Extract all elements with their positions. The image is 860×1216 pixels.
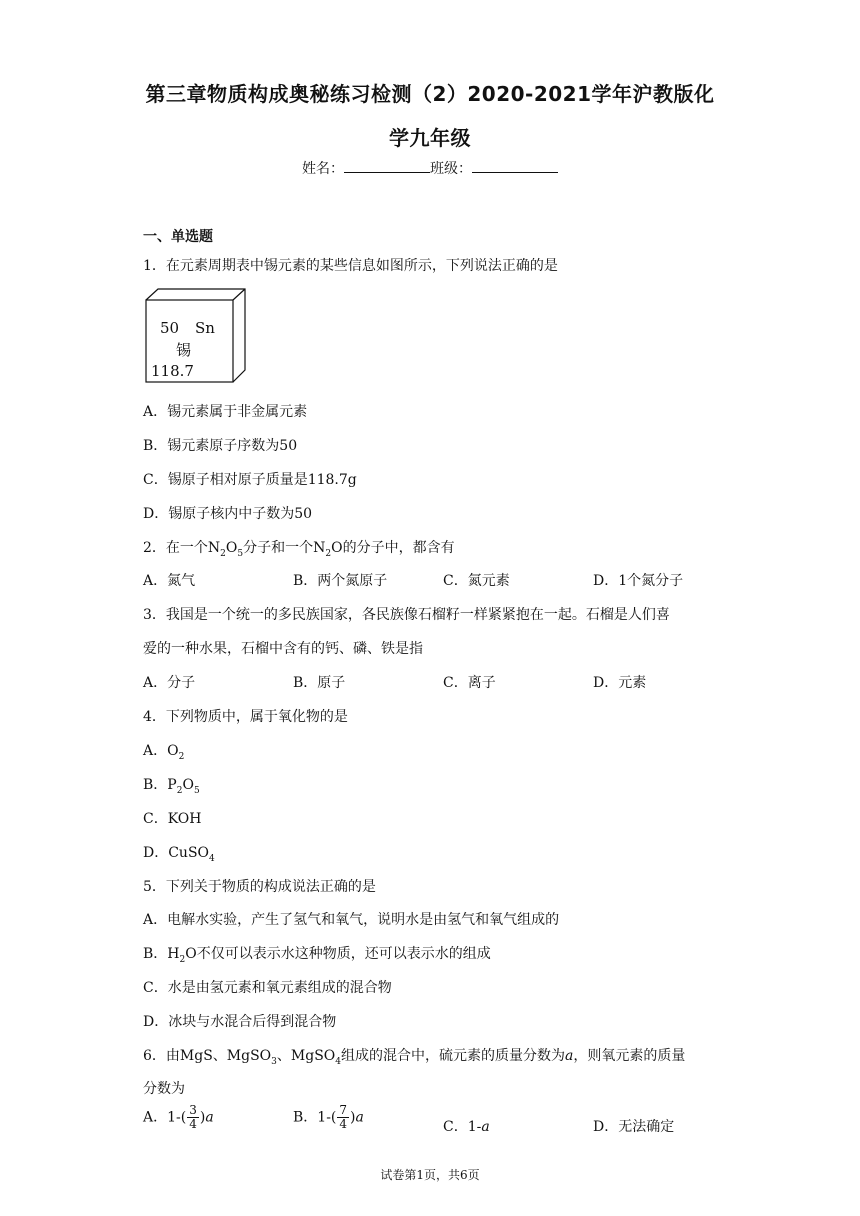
page-footer: 试卷第1页，共6页 [380,1168,480,1182]
element-mass: 118.7 [151,362,194,380]
q1-stem: 1．在元素周期表中锡元素的某些信息如图所示，下列说法正确的是 [143,258,558,274]
q1-option-b: B．锡元素原子序数为50 [143,438,298,454]
q4-stem: 4．下列物质中，属于氧化物的是 [143,709,348,725]
q1-option-d: D．锡原子核内中子数为50 [143,506,313,522]
q6-stem-line2: 分数为 [143,1081,185,1097]
q5-option-d: D．冰块与水混合后得到混合物 [143,1014,337,1030]
q5-option-b: B．$H_2O$不仅可以表示水这种物质，还可以表示水的组成 [143,946,491,965]
name-blank[interactable] [344,160,430,173]
q3-option-d: D．元素 [593,675,647,691]
element-tile [145,288,249,388]
q6-stem-line1: 6．由MgS、MgSO$_3$、MgSO$_4$组成的混合中，硫元素的质量分数为a，则氧元素的质量 [143,1048,686,1067]
section-title: 一、单选题 [143,229,213,245]
q3-option-a: A．分子 [143,675,196,691]
q5-stem: 5．下列关于物质的构成说法正确的是 [143,879,376,895]
class-label: 班级： [430,161,472,177]
q4-option-c: C．KOH [143,811,202,827]
page-title-line1: 第三章物质构成奥秘练习检测（2）2020-2021学年沪教版化 [145,82,715,106]
q3-stem-line2: 爱的一种水果，石榴中含有的钙、磷、铁是指 [143,641,423,657]
q6-option-a: A．1-( $\frac{3}{4}$ )a [143,1103,214,1131]
q2-option-c: C．氮元素 [443,573,510,589]
q6-option-c: C．1-a [443,1119,490,1135]
q6-option-b: B．1-( $\frac{7}{4}$ )a [293,1103,364,1131]
q3-stem-line1: 3．我国是一个统一的多民族国家，各民族像石榴籽一样紧紧抱在一起。石榴是人们喜 [143,607,670,623]
q1-option-a: A．锡元素属于非金属元素 [143,404,308,420]
name-label: 姓名： [302,161,344,177]
element-name: 锡 [176,341,192,359]
q4-option-b: B．$P_2O_5$ [143,777,200,796]
q4-option-d: D．CuSO$_4$ [143,845,215,864]
q2-option-b: B．两个氮原子 [293,573,388,589]
q5-option-c: C．水是由氢元素和氧元素组成的混合物 [143,980,392,996]
q6-option-d: D．无法确定 [593,1119,675,1135]
q4-option-a: A．$O_2$ [143,743,185,762]
q2-option-d: D．1个氮分子 [593,573,684,589]
student-info [0,158,860,178]
q5-option-a: A．电解水实验，产生了氢气和氧气，说明水是由氢气和氧气组成的 [143,912,560,928]
element-number: 50 [160,319,180,337]
q2-option-a: A．氮气 [143,573,196,589]
class-blank[interactable] [472,160,558,173]
element-symbol: Sn [195,319,215,337]
q3-option-c: C．离子 [443,675,496,691]
q2-stem: 2．在一个$N_2O_5$分子和一个$N_2O$的分子中，都含有 [143,540,455,559]
page-title-line2: 学九年级 [389,126,471,150]
q1-option-c: C．锡原子相对原子质量是118.7g [143,472,357,488]
q3-option-b: B．原子 [293,675,346,691]
